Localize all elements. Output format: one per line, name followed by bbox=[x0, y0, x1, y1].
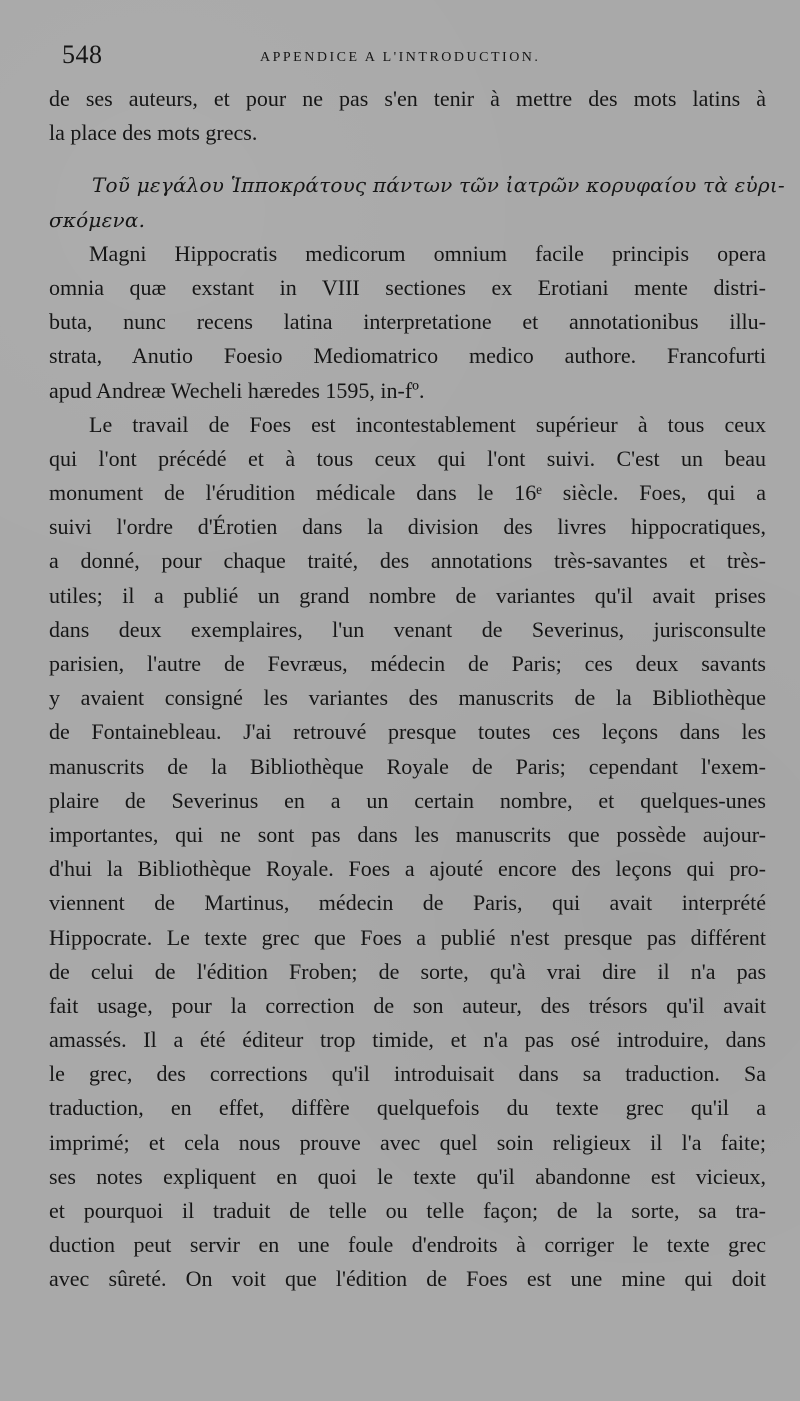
text-line: buta, nunc recens latina interpretatione et annotationibus illu- bbox=[49, 309, 766, 335]
text-line: la place des mots grecs. bbox=[49, 120, 258, 146]
text-line: Le travail de Foes est incontestablement supérieur à tous ceux bbox=[89, 411, 766, 437]
text-line: manuscrits de la Bibliothèque Royale de Paris; cependant l'exem- bbox=[49, 753, 766, 779]
text-line: et pourquoi il traduit de telle ou telle façon; de la sorte, sa tra- bbox=[49, 1198, 766, 1223]
text-line: suivi l'ordre d'Érotien dans la division des livres hippocratiques, bbox=[49, 514, 766, 540]
text-line: d'hui la Bibliothèque Royale. Foes a ajouté encore des leçons qui pro- bbox=[49, 856, 766, 882]
text-line: Hippocrate. Le texte grec que Foes a publié n'est presque pas différent bbox=[49, 924, 766, 950]
text-line: Magni Hippocratis medicorum omnium facile principis opera bbox=[89, 240, 766, 266]
text-line: importantes, qui ne sont pas dans les manuscrits que possède aujour- bbox=[49, 821, 766, 847]
text-line: a donné, pour chaque traité, des annotations très-savantes et très- bbox=[49, 548, 766, 574]
page-header bbox=[62, 42, 760, 72]
text-line: viennent de Martinus, médecin de Paris, qui avait interprété bbox=[49, 890, 766, 916]
text-line: monument de l'érudition médicale dans le 16ᵉ siècle. Foes, qui a bbox=[49, 480, 766, 506]
running-title: APPENDICE A L'INTRODUCTION. bbox=[260, 50, 541, 65]
text-line: apud Andreæ Wecheli hæredes 1595, in-fº. bbox=[49, 377, 425, 403]
greek-line: σκόμενα. bbox=[49, 207, 146, 232]
text-line: duction peut servir en une foule d'endroits à corriger le texte grec bbox=[49, 1232, 766, 1258]
text-line: omnia quæ exstant in VIII sectiones ex Erotiani mente distri- bbox=[49, 274, 766, 300]
text-line: imprimé; et cela nous prouve avec quel soin religieux il l'a faite; bbox=[49, 1129, 766, 1155]
greek-line: Τοῦ μεγάλου Ἱπποκράτους πάντων τῶν ἰατρῶν κορυφαίου τὰ εὑρι- bbox=[92, 173, 785, 198]
page-content bbox=[49, 82, 785, 1297]
text-line: dans deux exemplaires, l'un venant de Severinus, jurisconsulte bbox=[49, 616, 766, 642]
text-line: y avaient consigné les variantes des manuscrits de la Bibliothèque bbox=[49, 685, 766, 711]
text-line: le grec, des corrections qu'il introduisait dans sa traduction. Sa bbox=[49, 1061, 766, 1087]
text-line: traduction, en effet, diffère quelquefois du texte grec qu'il a bbox=[49, 1095, 766, 1121]
paragraph-continuation bbox=[49, 82, 766, 150]
text-line: strata, Anutio Foesio Mediomatrico medico authore. Francofurti bbox=[49, 343, 766, 369]
text-line: qui l'ont précédé et à tous ceux qui l'ont suivi. C'est un beau bbox=[49, 445, 766, 471]
text-line: amassés. Il a été éditeur trop timide, et n'a pas osé introduire, dans bbox=[49, 1027, 766, 1053]
text-line: avec sûreté. On voit que l'édition de Foes est une mine qui doit bbox=[49, 1266, 766, 1292]
paragraph-gap bbox=[49, 150, 766, 168]
text-line: parisien, l'autre de Fevræus, médecin de Paris; ces deux savants bbox=[49, 651, 766, 676]
text-line: de Fontainebleau. J'ai retrouvé presque toutes ces leçons dans les bbox=[49, 719, 766, 745]
text-line: fait usage, pour la correction de son auteur, des trésors qu'il avait bbox=[49, 992, 766, 1018]
text-line: ses notes expliquent en quoi le texte qu'il abandonne est vicieux, bbox=[49, 1163, 766, 1189]
page-number: 548 bbox=[62, 40, 103, 69]
text-line: de ses auteurs, et pour ne pas s'en tenir à mettre des mots latins à bbox=[49, 86, 766, 111]
body-paragraph bbox=[49, 408, 766, 1297]
greek-title bbox=[49, 168, 785, 236]
text-line: plaire de Severinus en a un certain nombre, et quelques-unes bbox=[49, 787, 766, 813]
bibliography-entry bbox=[49, 237, 766, 408]
text-line: de celui de l'édition Froben; de sorte, qu'à vrai dire il n'a pas bbox=[49, 958, 766, 984]
text-line: utiles; il a publié un grand nombre de variantes qu'il avait prises bbox=[49, 582, 766, 608]
